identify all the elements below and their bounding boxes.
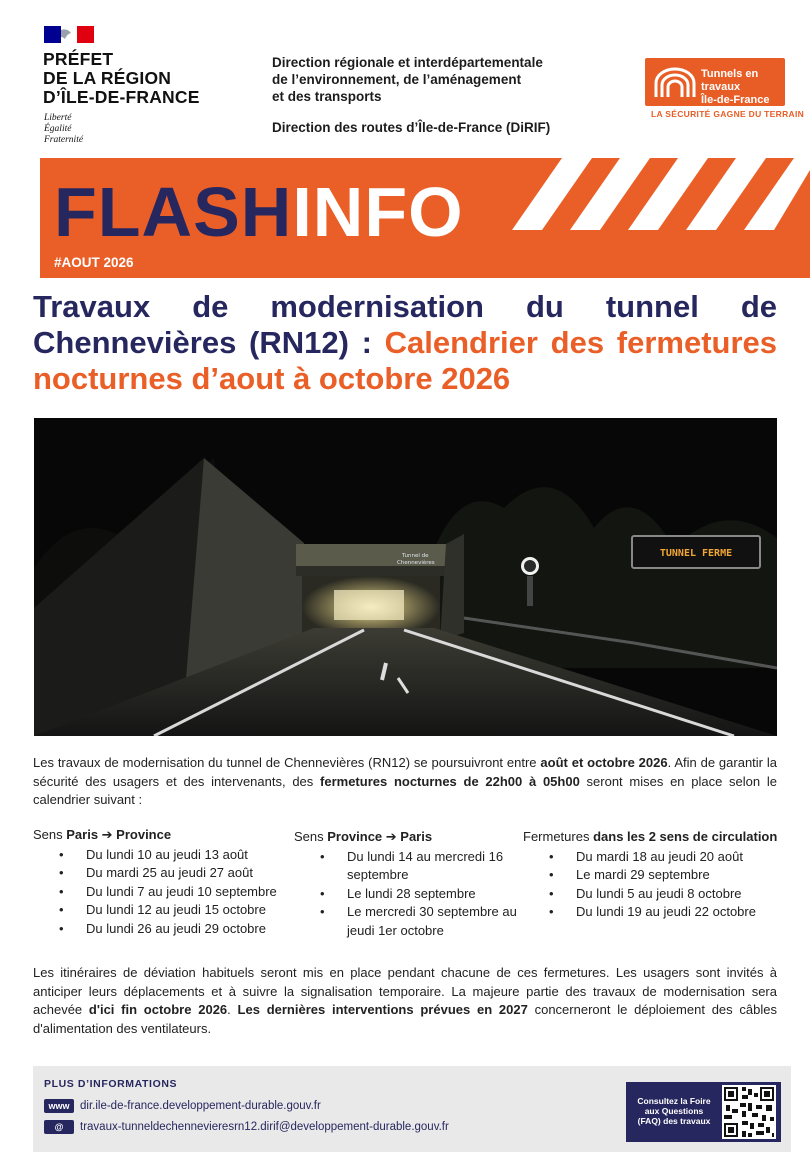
www-badge: www xyxy=(44,1099,74,1113)
tunnel-arch-icon xyxy=(654,67,696,97)
prefet-title xyxy=(43,50,200,107)
list-item: • Du lundi 12 au jeudi 15 octobre xyxy=(33,901,293,920)
flash-info-banner xyxy=(40,158,810,278)
tunnels-en-travaux-logo xyxy=(645,58,785,106)
prefet-line: D’ÎLE-DE-FRANCE xyxy=(43,87,200,107)
date-list xyxy=(523,848,793,922)
heading-bold: Province ➔ Paris xyxy=(327,829,433,844)
date-list xyxy=(294,848,522,941)
intro-text: seront mises en place selon le calendrier suivant : xyxy=(33,773,777,807)
heading-prefix: Fermetures xyxy=(523,829,594,844)
vms-sign-text: TUNNEL FERME xyxy=(659,548,733,559)
tunnel-night-image xyxy=(34,418,777,736)
column-heading xyxy=(523,828,793,847)
email-link[interactable]: travaux-tunneldechennevieresrn12.dirif@developpement-durable.gouv.fr xyxy=(80,1121,449,1133)
list-item: • Du lundi 10 au jeudi 13 août xyxy=(33,846,293,865)
devise xyxy=(44,113,83,146)
list-item: • Du lundi 7 au jeudi 10 septembre xyxy=(33,883,293,902)
list-item: • Du mardi 25 au jeudi 27 août xyxy=(33,864,293,883)
flash-info-title xyxy=(54,172,464,252)
column-heading xyxy=(294,828,522,847)
prefet-line: PRÉFET xyxy=(43,49,114,69)
list-item: • Le lundi 28 septembre xyxy=(294,885,522,904)
faq-text xyxy=(632,1096,716,1126)
para-bold: Les dernières interventions prévues en 2027 xyxy=(237,1002,528,1017)
date-tag: #AOUT 2026 xyxy=(54,255,134,270)
page-title xyxy=(33,289,777,397)
date-list xyxy=(33,846,293,939)
more-info-footer xyxy=(33,1066,791,1152)
schedule-column-both-directions xyxy=(523,828,793,922)
flash-word: FLASH xyxy=(54,173,293,251)
detour-paragraph xyxy=(33,964,777,1038)
intro-bold: fermetures nocturnes de 22h00 à 05h00 xyxy=(320,773,580,789)
devise-line: Fraternité xyxy=(44,135,84,145)
column-heading xyxy=(33,826,293,845)
direction-line: de l’environnement, de l’aménagement xyxy=(272,72,522,87)
marianne-logo-icon xyxy=(44,26,94,43)
logo-slogan: LA SÉCURITÉ GAGNE DU TERRAIN xyxy=(651,109,805,119)
info-word: INFO xyxy=(292,173,464,251)
para-bold: d'ici fin octobre 2026 xyxy=(88,1002,228,1017)
intro-text: Les travaux de modernisation du tunnel de Chennevières (RN12) se poursuivront entre xyxy=(33,755,541,770)
list-item: • Du lundi 5 au jeudi 8 octobre xyxy=(523,885,793,904)
faq-box[interactable] xyxy=(626,1082,781,1142)
mail-link-row[interactable] xyxy=(44,1120,449,1134)
faq-line: (FAQ) des travaux xyxy=(637,1116,711,1126)
list-item: • Le mercredi 30 septembre au jeudi 1er octobre xyxy=(294,903,522,940)
devise-line: Liberté xyxy=(44,113,72,123)
web-link[interactable]: dir.ile-de-france.developpement-durable.gouv.fr xyxy=(80,1100,321,1112)
logo-line: Tunnels en travaux xyxy=(701,68,759,93)
list-item: • Du lundi 26 au jeudi 29 octobre xyxy=(33,920,293,939)
direction-text xyxy=(272,54,543,105)
intro-text: . Afin de garantir la sécurité des usagers et des intervenants, des xyxy=(33,755,777,789)
dirif-text: Direction des routes d’Île-de-France (DiRIF) xyxy=(272,120,551,135)
list-item: • Du lundi 14 au mercredi 16 septembre xyxy=(294,848,522,885)
faq-line: Consultez la Foire xyxy=(637,1096,711,1106)
heading-bold: Paris ➔ Province xyxy=(66,827,172,842)
page-header xyxy=(0,0,810,158)
web-link-row[interactable] xyxy=(44,1099,321,1113)
para-text: . xyxy=(227,1002,238,1017)
list-item: • Du mardi 18 au jeudi 20 août xyxy=(523,848,793,867)
faq-line: aux Questions xyxy=(644,1106,704,1116)
logo-line: Île-de-France xyxy=(701,94,770,106)
schedule-column-paris-province xyxy=(33,826,293,938)
heading-prefix: Sens xyxy=(294,829,328,844)
more-info-title: PLUS D’INFORMATIONS xyxy=(44,1078,178,1090)
para-text: Les itinéraires de déviation habituels seront mis en place pendant chacune de ces fermetures. Les usagers sont invités à anticiper leurs déplacements et à suivre la signalisation temporaire. La majeure partie des travaux de modernisation sera achevée xyxy=(33,965,777,1017)
tunnel-photo xyxy=(34,418,777,736)
list-item: • Du lundi 19 au jeudi 22 octobre xyxy=(523,903,793,922)
title-part-2: Calendrier des fermetures nocturnes d’aout à octobre 2026 xyxy=(33,325,777,396)
tunnel-label-line: Tunnel de xyxy=(402,553,429,559)
para-text: concerneront le déploiement des câbles d'alimentation des ventilateurs. xyxy=(33,1002,777,1036)
direction-line: et des transports xyxy=(272,89,382,104)
intro-paragraph xyxy=(33,754,777,810)
tunnel-label-line: Chennevières xyxy=(397,560,435,566)
qr-code-icon[interactable] xyxy=(722,1085,776,1139)
prefet-line: DE LA RÉGION xyxy=(43,68,172,88)
intro-bold: août et octobre 2026 xyxy=(540,755,668,770)
title-part-1: Travaux de modernisation du tunnel de Chennevières (RN12) : xyxy=(33,289,777,360)
direction-line: Direction régionale et interdépartementale xyxy=(272,55,543,70)
email-badge: @ xyxy=(44,1120,74,1134)
heading-bold: dans les 2 sens de circulation xyxy=(593,829,778,844)
schedule-column-province-paris xyxy=(294,828,522,940)
heading-prefix: Sens xyxy=(33,827,67,842)
devise-line: Égalité xyxy=(44,124,72,134)
list-item: • Le mardi 29 septembre xyxy=(523,866,793,885)
